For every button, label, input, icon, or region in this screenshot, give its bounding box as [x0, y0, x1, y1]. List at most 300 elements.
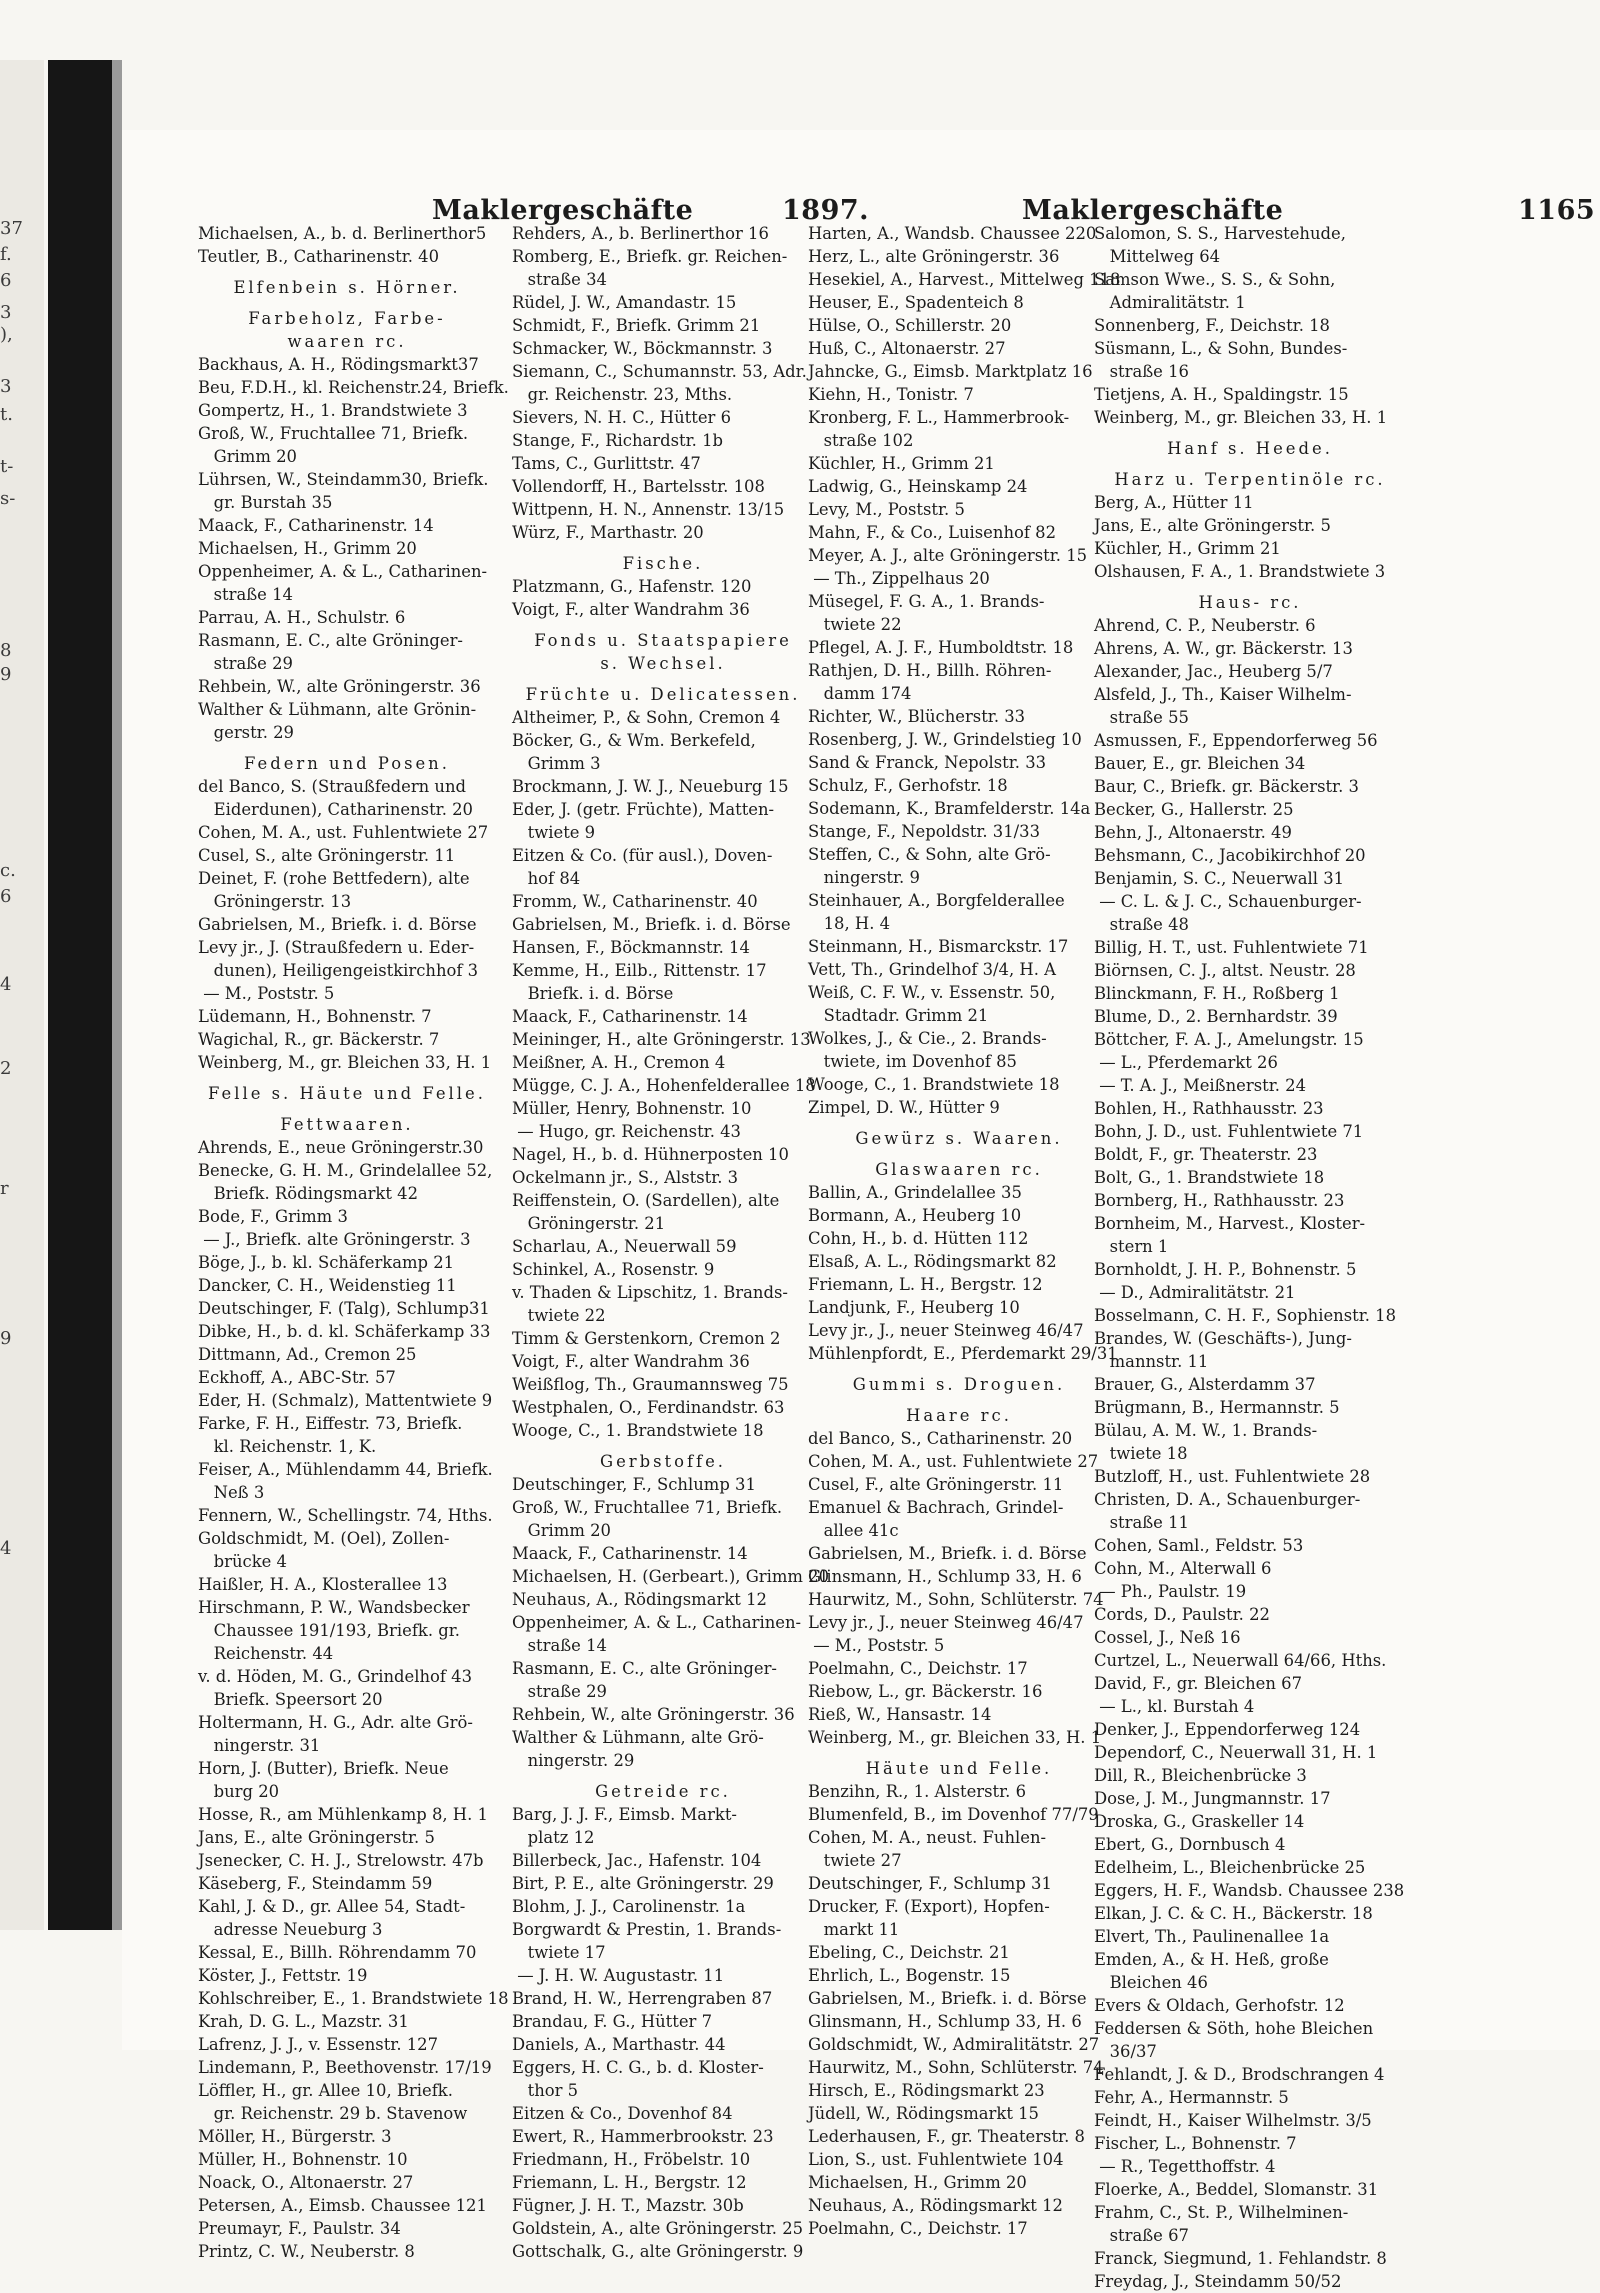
directory-entry: Frahm, C., St. P., Wilhelminen- — [1094, 2203, 1349, 2222]
directory-entry: Riebow, L., gr. Bäckerstr. 16 — [808, 1682, 1043, 1701]
header-left-title: Maklergeschäfte — [432, 195, 694, 226]
directory-entry: Siemann, C., Schumannstr. 53, Adr. — [512, 362, 807, 381]
directory-entry: Ehrlich, L., Bogenstr. 15 — [808, 1966, 1011, 1985]
directory-entry: Neuhaus, A., Rödingsmarkt 12 — [808, 2196, 1063, 2215]
directory-entry: Ewert, R., Hammerbrookstr. 23 — [512, 2127, 774, 2146]
directory-entry: Teutler, B., Catharinenstr. 40 — [198, 247, 439, 266]
directory-entry: Rüdel, J. W., Amandastr. 15 — [512, 293, 737, 312]
directory-entry: twiete 22 — [512, 1306, 606, 1325]
directory-entry: Richter, W., Blücherstr. 33 — [808, 707, 1026, 726]
directory-entry: twiete 22 — [808, 615, 902, 634]
directory-entry: Schmidt, F., Briefk. Grimm 21 — [512, 316, 761, 335]
directory-entry: straße 16 — [1094, 362, 1189, 381]
directory-entry: Steinhauer, A., Borgfelderallee — [808, 891, 1065, 910]
directory-entry: Bornberg, H., Rathhausstr. 23 — [1094, 1191, 1345, 1210]
directory-entry: Reiffenstein, O. (Sardellen), alte — [512, 1191, 780, 1210]
previous-page-fragment: t- — [0, 456, 14, 477]
directory-entry: straße 29 — [512, 1682, 607, 1701]
directory-entry: Deutschinger, F. (Talg), Schlump31 — [198, 1299, 490, 1318]
directory-entry: Cords, D., Paulstr. 22 — [1094, 1605, 1270, 1624]
directory-entry: Mühlenpfordt, E., Pferdemarkt 29/31 — [808, 1344, 1118, 1363]
section-heading: Gewürz s. Waaren. — [855, 1129, 1063, 1148]
directory-entry: Levy jr., J., neuer Steinweg 46/47 — [808, 1613, 1084, 1632]
directory-entry: Haurwitz, M., Sohn, Schlüterstr. 74 — [808, 2058, 1104, 2077]
directory-entry: Fennern, W., Schellingstr. 74, Hths. — [198, 1506, 493, 1525]
section-heading: Hanf s. Heede. — [1167, 439, 1333, 458]
directory-entry: Romberg, E., Briefk. gr. Reichen- — [512, 247, 788, 266]
header-year: 1897. — [782, 195, 870, 226]
directory-entry: Ebert, G., Dornbusch 4 — [1094, 1835, 1286, 1854]
directory-entry: Elvert, Th., Paulinenallee 1a — [1094, 1927, 1330, 1946]
directory-entry: Schinkel, A., Rosenstr. 9 — [512, 1260, 715, 1279]
directory-entry: Hosse, R., am Mühlenkamp 8, H. 1 — [198, 1805, 488, 1824]
binding-edge — [112, 60, 122, 1930]
directory-entry: Benjamin, S. C., Neuerwall 31 — [1094, 869, 1345, 888]
directory-entry: Ahrends, E., neue Gröningerstr.30 — [198, 1138, 484, 1157]
directory-entry: Bormann, A., Heuberg 10 — [808, 1206, 1022, 1225]
column-spacer — [198, 744, 496, 752]
directory-entry: Müller, H., Bohnenstr. 10 — [198, 2150, 408, 2169]
directory-entry: Sievers, N. H. C., Hütter 6 — [512, 408, 732, 427]
directory-entry: Möller, H., Bürgerstr. 3 — [198, 2127, 392, 2146]
directory-entry: Mahn, F., & Co., Luisenhof 82 — [808, 523, 1056, 542]
directory-entry: Lion, S., ust. Fuhlentwiete 104 — [808, 2150, 1064, 2169]
directory-entry: Meißner, A. H., Cremon 4 — [512, 1053, 726, 1072]
directory-entry: markt 11 — [808, 1920, 900, 1939]
directory-entry: Bohn, J. D., ust. Fuhlentwiete 71 — [1094, 1122, 1364, 1141]
directory-entry: Feiser, A., Mühlendamm 44, Briefk. — [198, 1460, 493, 1479]
directory-entry: straße 67 — [1094, 2226, 1189, 2245]
previous-page-fragment: 8 — [0, 640, 12, 661]
directory-entry: Huß, C., Altonaerstr. 27 — [808, 339, 1006, 358]
directory-entry: thor 5 — [512, 2081, 579, 2100]
directory-entry: Levy jr., J. (Straußfedern u. Eder- — [198, 938, 475, 957]
previous-page-fragment: 6 — [0, 270, 12, 291]
directory-entry: Kronberg, F. L., Hammerbrook- — [808, 408, 1070, 427]
directory-entry: Dependorf, C., Neuerwall 31, H. 1 — [1094, 1743, 1378, 1762]
previous-page-fragment: 9 — [0, 1328, 12, 1349]
section-heading: Fonds u. Staatspapiere — [534, 631, 792, 650]
directory-entry: Eder, J. (getr. Früchte), Matten- — [512, 800, 775, 819]
directory-entry: Benecke, G. H. M., Grindelallee 52, — [198, 1161, 493, 1180]
directory-entry: Cossel, J., Neß 16 — [1094, 1628, 1241, 1647]
directory-entry: Brockmann, J. W. J., Neueburg 15 — [512, 777, 789, 796]
directory-entry: Gröningerstr. 21 — [512, 1214, 666, 1233]
directory-entry: Edelheim, L., Bleichenbrücke 25 — [1094, 1858, 1366, 1877]
directory-entry: 36/37 — [1094, 2042, 1157, 2061]
directory-column-4 — [1094, 222, 1406, 2291]
directory-entry: Hülse, O., Schillerstr. 20 — [808, 316, 1012, 335]
directory-entry: — D., Admiralitätstr. 21 — [1094, 1283, 1296, 1302]
directory-entry: Eitzen & Co. (für ausl.), Doven- — [512, 846, 773, 865]
directory-entry: — M., Poststr. 5 — [808, 1636, 945, 1655]
directory-entry: brücke 4 — [198, 1552, 287, 1571]
directory-entry: Hirsch, E., Rödingsmarkt 23 — [808, 2081, 1045, 2100]
directory-entry: Fischer, L., Bohnenstr. 7 — [1094, 2134, 1297, 2153]
directory-entry: Ahrend, C. P., Neuberstr. 6 — [1094, 616, 1316, 635]
directory-entry: gerstr. 29 — [198, 723, 294, 742]
directory-entry: del Banco, S., Catharinenstr. 20 — [808, 1429, 1073, 1448]
directory-entry: Rieß, W., Hansastr. 14 — [808, 1705, 992, 1724]
directory-entry: Eggers, H. C. G., b. d. Kloster- — [512, 2058, 764, 2077]
section-heading: Glaswaaren rc. — [875, 1160, 1043, 1179]
directory-entry: — Th., Zippelhaus 20 — [808, 569, 990, 588]
directory-entry: Löffler, H., gr. Allee 10, Briefk. — [198, 2081, 453, 2100]
directory-entry: Fügner, J. H. T., Mazstr. 30b — [512, 2196, 744, 2215]
section-heading: Farbeholz, Farbe- — [248, 309, 446, 328]
directory-entry: Rehbein, W., alte Gröningerstr. 36 — [512, 1705, 795, 1724]
directory-entry: Schulz, F., Gerhofstr. 18 — [808, 776, 1008, 795]
directory-entry: Sonnenberg, F., Deichstr. 18 — [1094, 316, 1330, 335]
directory-entry: Fromm, W., Catharinenstr. 40 — [512, 892, 758, 911]
directory-entry: Holtermann, H. G., Adr. alte Grö- — [198, 1713, 473, 1732]
directory-entry: Köster, J., Fettstr. 19 — [198, 1966, 368, 1985]
directory-entry: v. Thaden & Lipschitz, 1. Brands- — [512, 1283, 788, 1302]
directory-entry: Maack, F., Catharinenstr. 14 — [198, 516, 434, 535]
directory-entry: Dose, J. M., Jungmannstr. 17 — [1094, 1789, 1331, 1808]
directory-entry: Würz, F., Marthastr. 20 — [512, 523, 704, 542]
directory-entry: Böge, J., b. kl. Schäferkamp 21 — [198, 1253, 455, 1272]
directory-entry: Maack, F., Catharinenstr. 14 — [512, 1544, 748, 1563]
directory-entry: Drucker, F. (Export), Hopfen- — [808, 1897, 1050, 1916]
section-heading: Fische. — [622, 554, 704, 573]
directory-entry: Preumayr, F., Paulstr. 34 — [198, 2219, 401, 2238]
column-spacer — [808, 1119, 1110, 1127]
directory-entry: Meyer, A. J., alte Gröningerstr. 15 — [808, 546, 1088, 565]
directory-entry: twiete 9 — [512, 823, 596, 842]
directory-entry: Brandes, W. (Geschäfts-), Jung- — [1094, 1329, 1352, 1348]
column-spacer — [808, 1150, 1110, 1158]
directory-entry: straße 29 — [198, 654, 293, 673]
directory-entry: Deinet, F. (rohe Bettfedern), alte — [198, 869, 470, 888]
directory-entry: Sodemann, K., Bramfelderstr. 14a — [808, 799, 1091, 818]
directory-entry: twiete 27 — [808, 1851, 902, 1870]
directory-entry: Bleichen 46 — [1094, 1973, 1208, 1992]
directory-entry: Altheimer, P., & Sohn, Cremon 4 — [512, 708, 781, 727]
directory-entry: Süsmann, L., & Sohn, Bundes- — [1094, 339, 1348, 358]
directory-entry: Bode, F., Grimm 3 — [198, 1207, 348, 1226]
directory-entry: Borgwardt & Prestin, 1. Brands- — [512, 1920, 782, 1939]
directory-entry: Westphalen, O., Ferdinandstr. 63 — [512, 1398, 785, 1417]
directory-entry: Küchler, H., Grimm 21 — [1094, 539, 1281, 558]
directory-entry: Tietjens, A. H., Spaldingstr. 15 — [1094, 385, 1349, 404]
column-spacer — [808, 1396, 1110, 1404]
directory-entry: Stadtadr. Grimm 21 — [808, 1006, 989, 1025]
directory-entry: Schmacker, W., Böckmannstr. 3 — [512, 339, 773, 358]
directory-entry: Lafrenz, J. J., v. Essenstr. 127 — [198, 2035, 439, 2054]
section-heading: Felle s. Häute und Felle. — [208, 1084, 486, 1103]
section-heading: Gerbstoffe. — [599, 1452, 727, 1471]
directory-entry: Berg, A., Hütter 11 — [1094, 493, 1254, 512]
directory-entry: Pflegel, A. J. F., Humboldtstr. 18 — [808, 638, 1074, 657]
directory-entry: Noack, O., Altonaerstr. 27 — [198, 2173, 414, 2192]
directory-entry: — L., Pferdemarkt 26 — [1094, 1053, 1278, 1072]
directory-entry: del Banco, S. (Straußfedern und — [198, 777, 467, 796]
column-spacer — [512, 621, 814, 629]
directory-entry: Wolkes, J., & Cie., 2. Brands- — [808, 1029, 1047, 1048]
directory-entry: Gabrielsen, M., Briefk. i. d. Börse — [808, 1989, 1087, 2008]
directory-entry: Jüdell, W., Rödingsmarkt 15 — [808, 2104, 1039, 2123]
directory-entry: Harten, A., Wandsb. Chaussee 220 — [808, 224, 1097, 243]
section-heading: Getreide rc. — [595, 1782, 731, 1801]
directory-column-3 — [808, 222, 1121, 2238]
directory-entry: Krah, D. G. L., Mazstr. 31 — [198, 2012, 409, 2031]
directory-entry: Evers & Oldach, Gerhofstr. 12 — [1094, 1996, 1345, 2015]
directory-entry: Groß, W., Fruchtallee 71, Briefk. — [512, 1498, 783, 1517]
previous-page-fragment: 37 — [0, 218, 23, 239]
directory-entry: mannstr. 11 — [1094, 1352, 1209, 1371]
directory-entry: straße 102 — [808, 431, 914, 450]
directory-entry: burg 20 — [198, 1782, 280, 1801]
directory-entry: stern 1 — [1094, 1237, 1169, 1256]
section-heading: Gummi s. Droguen. — [852, 1375, 1066, 1394]
previous-page-fragment: c. — [0, 860, 16, 881]
directory-entry: Gompertz, H., 1. Brandstwiete 3 — [198, 401, 468, 420]
directory-entry: Grimm 20 — [198, 447, 297, 466]
directory-entry: twiete 18 — [1094, 1444, 1188, 1463]
directory-entry: Böcker, G., & Wm. Berkefeld, — [512, 731, 756, 750]
directory-entry: Gabrielsen, M., Briefk. i. d. Börse — [512, 915, 791, 934]
directory-entry: Weiß, C. F. W., v. Essenstr. 50, — [808, 983, 1056, 1002]
directory-entry: Bauer, E., gr. Bleichen 34 — [1094, 754, 1306, 773]
directory-entry: David, F., gr. Bleichen 67 — [1094, 1674, 1303, 1693]
directory-entry: hof 84 — [512, 869, 581, 888]
previous-page-fragment: t. — [0, 404, 13, 425]
directory-entry: Eggers, H. F., Wandsb. Chaussee 238 — [1094, 1881, 1405, 1900]
directory-entry: Neß 3 — [198, 1483, 265, 1502]
directory-entry: Meininger, H., alte Gröningerstr. 13 — [512, 1030, 811, 1049]
directory-entry: Benzihn, R., 1. Alsterstr. 6 — [808, 1782, 1027, 1801]
directory-entry: Floerke, A., Beddel, Slomanstr. 31 — [1094, 2180, 1379, 2199]
directory-entry: Steffen, C., & Sohn, alte Grö- — [808, 845, 1051, 864]
directory-entry: Michaelsen, A., b. d. Berlinerthor5 — [198, 224, 487, 243]
directory-entry: Eder, H. (Schmalz), Mattentwiete 9 — [198, 1391, 493, 1410]
previous-page-fragment: 9 — [0, 664, 12, 685]
directory-entry: Ahrens, A. W., gr. Bäckerstr. 13 — [1094, 639, 1353, 658]
header-right-title: Maklergeschäfte — [1022, 195, 1284, 226]
directory-entry: straße 14 — [198, 585, 293, 604]
directory-entry: Billerbeck, Jac., Hafenstr. 104 — [512, 1851, 762, 1870]
directory-entry: Behsmann, C., Jacobikirchhof 20 — [1094, 846, 1366, 865]
directory-entry: Groß, W., Fruchtallee 71, Briefk. — [198, 424, 469, 443]
directory-entry: Steinmann, H., Bismarckstr. 17 — [808, 937, 1069, 956]
section-heading: waaren rc. — [287, 332, 407, 351]
directory-entry: Oppenheimer, A. & L., Catharinen- — [198, 562, 488, 581]
directory-entry: Lührsen, W., Steindamm30, Briefk. — [198, 470, 489, 489]
directory-entry: Poelmahn, C., Deichstr. 17 — [808, 1659, 1028, 1678]
directory-entry: Eitzen & Co., Dovenhof 84 — [512, 2104, 733, 2123]
previous-page-fragment: 4 — [0, 1538, 12, 1559]
directory-entry: Gottschalk, G., alte Gröningerstr. 9 — [512, 2242, 804, 2261]
directory-entry: Parrau, A. H., Schulstr. 6 — [198, 608, 406, 627]
previous-page-edge — [0, 60, 44, 1930]
directory-entry: Dill, R., Bleichenbrücke 3 — [1094, 1766, 1307, 1785]
directory-entry: Alexander, Jac., Heuberg 5/7 — [1094, 662, 1333, 681]
previous-page-fragment: 3 — [0, 376, 12, 397]
directory-entry: Zimpel, D. W., Hütter 9 — [808, 1098, 1000, 1117]
book-binding-gutter — [48, 60, 116, 1930]
directory-entry: Olshausen, F. A., 1. Brandstwiete 3 — [1094, 562, 1386, 581]
directory-entry: Kessal, E., Billh. Röhrendamm 70 — [198, 1943, 477, 1962]
directory-entry: — T. A. J., Meißnerstr. 24 — [1094, 1076, 1307, 1095]
directory-entry: Deutschinger, F., Schlump 31 — [808, 1874, 1052, 1893]
directory-entry: Freydag, J., Steindamm 50/52 — [1094, 2272, 1342, 2291]
directory-entry: Rasmann, E. C., alte Gröninger- — [512, 1659, 777, 1678]
directory-entry: — Hugo, gr. Reichenstr. 43 — [512, 1122, 741, 1141]
directory-entry: Rehders, A., b. Berlinerthor 16 — [512, 224, 769, 243]
directory-entry: Neuhaus, A., Rödingsmarkt 12 — [512, 1590, 767, 1609]
directory-entry: Feddersen & Söth, hohe Bleichen — [1094, 2019, 1374, 2038]
directory-entry: Cohen, M. A., neust. Fuhlen- — [808, 1828, 1047, 1847]
directory-entry: Weinberg, M., gr. Bleichen 33, H. 1 — [808, 1728, 1102, 1747]
section-heading: Fettwaaren. — [280, 1115, 414, 1134]
column-spacer — [198, 299, 496, 307]
directory-entry: Birt, P. E., alte Gröningerstr. 29 — [512, 1874, 774, 1893]
column-spacer — [512, 544, 814, 552]
directory-entry: Mittelweg 64 — [1094, 247, 1221, 266]
directory-entry: — Ph., Paulstr. 19 — [1094, 1582, 1247, 1601]
directory-entry: straße 14 — [512, 1636, 607, 1655]
directory-entry: Ballin, A., Grindelallee 35 — [808, 1183, 1022, 1202]
directory-entry: Baur, C., Briefk. gr. Bäckerstr. 3 — [1094, 777, 1359, 796]
directory-entry: Sand & Franck, Nepolstr. 33 — [808, 753, 1047, 772]
directory-column-1 — [198, 222, 509, 2261]
directory-entry: Becker, G., Hallerstr. 25 — [1094, 800, 1294, 819]
directory-entry: Wooge, C., 1. Brandstwiete 18 — [808, 1075, 1060, 1094]
directory-entry: Wittpenn, H. N., Annenstr. 13/15 — [512, 500, 785, 519]
directory-entry: ningerstr. 9 — [808, 868, 920, 887]
directory-entry: Kohlschreiber, E., 1. Brandstwiete 18 — [198, 1989, 509, 2008]
directory-entry: straße 48 — [1094, 915, 1189, 934]
directory-entry: Brauer, G., Alsterdamm 37 — [1094, 1375, 1316, 1394]
directory-entry: Platzmann, G., Hafenstr. 120 — [512, 577, 752, 596]
directory-entry: Fehr, A., Hermannstr. 5 — [1094, 2088, 1289, 2107]
directory-entry: Kiehn, H., Tonistr. 7 — [808, 385, 974, 404]
directory-entry: Bosselmann, C. H. F., Sophienstr. 18 — [1094, 1306, 1397, 1325]
directory-entry: — R., Tegetthoffstr. 4 — [1094, 2157, 1276, 2176]
column-spacer — [1094, 460, 1406, 468]
directory-entry: Weinberg, M., gr. Bleichen 33, H. 1 — [198, 1053, 492, 1072]
directory-entry: Beu, F.D.H., kl. Reichenstr.24, Briefk. — [198, 378, 509, 397]
directory-entry: kl. Reichenstr. 1, K. — [198, 1437, 377, 1456]
directory-entry: — J. H. W. Augustastr. 11 — [512, 1966, 725, 1985]
directory-entry: Butzloff, H., ust. Fuhlentwiete 28 — [1094, 1467, 1371, 1486]
directory-entry: Haißler, H. A., Klosterallee 13 — [198, 1575, 448, 1594]
directory-entry: gr. Reichenstr. 23, Mths. — [512, 385, 733, 404]
directory-entry: Ockelmann jr., S., Alststr. 3 — [512, 1168, 739, 1187]
directory-entry: Hirschmann, P. W., Wandsbecker — [198, 1598, 470, 1617]
directory-entry: Goldstein, A., alte Gröningerstr. 25 — [512, 2219, 804, 2238]
directory-entry: Herz, L., alte Gröningerstr. 36 — [808, 247, 1060, 266]
directory-entry: Jahncke, G., Eimsb. Marktplatz 16 — [808, 362, 1093, 381]
directory-entry: Blume, D., 2. Bernhardstr. 39 — [1094, 1007, 1338, 1026]
directory-entry: Rathjen, D. H., Billh. Röhren- — [808, 661, 1052, 680]
directory-entry: Oppenheimer, A. & L., Catharinen- — [512, 1613, 802, 1632]
directory-entry: Wooge, C., 1. Brandstwiete 18 — [512, 1421, 764, 1440]
directory-entry: Hansen, F., Böckmannstr. 14 — [512, 938, 750, 957]
previous-page-fragment: s- — [0, 488, 16, 509]
directory-entry: straße 34 — [512, 270, 607, 289]
directory-entry: Cusel, S., alte Gröningerstr. 11 — [198, 846, 456, 865]
directory-entry: Ladwig, G., Heinskamp 24 — [808, 477, 1028, 496]
directory-entry: Nagel, H., b. d. Hühnerposten 10 — [512, 1145, 789, 1164]
directory-entry: ningerstr. 31 — [198, 1736, 321, 1755]
previous-page-fragment: 4 — [0, 974, 12, 995]
directory-entry: straße 55 — [1094, 708, 1189, 727]
directory-entry: Elkan, J. C. & C. H., Bäckerstr. 18 — [1094, 1904, 1373, 1923]
directory-entry: — J., Briefk. alte Gröningerstr. 3 — [198, 1230, 471, 1249]
previous-page-fragment: 3 — [0, 302, 12, 323]
directory-entry: Voigt, F., alter Wandrahm 36 — [512, 1352, 750, 1371]
directory-entry: Landjunk, F., Heuberg 10 — [808, 1298, 1020, 1317]
directory-entry: Timm & Gerstenkorn, Cremon 2 — [512, 1329, 781, 1348]
directory-entry: Michaelsen, H., Grimm 20 — [808, 2173, 1027, 2192]
directory-entry: Stange, F., Richardstr. 1b — [512, 431, 723, 450]
directory-entry: Brandau, F. G., Hütter 7 — [512, 2012, 713, 2031]
directory-entry: Rosenberg, J. W., Grindelstieg 10 — [808, 730, 1082, 749]
directory-entry: Wagichal, R., gr. Bäckerstr. 7 — [198, 1030, 440, 1049]
directory-entry: Christen, D. A., Schauenburger- — [1094, 1490, 1361, 1509]
directory-entry: Cohen, M. A., ust. Fuhlentwiete 27 — [198, 823, 489, 842]
directory-entry: Käseberg, F., Steindamm 59 — [198, 1874, 433, 1893]
directory-entry: Bornheim, M., Harvest., Kloster- — [1094, 1214, 1366, 1233]
directory-entry: Müller, Henry, Bohnenstr. 10 — [512, 1099, 752, 1118]
directory-column-2 — [512, 222, 830, 2261]
directory-entry: Gröningerstr. 13 — [198, 892, 352, 911]
directory-entry: — L., kl. Burstah 4 — [1094, 1697, 1255, 1716]
directory-entry: Barg, J. J. F., Eimsb. Markt- — [512, 1805, 737, 1824]
directory-entry: Lüdemann, H., Bohnenstr. 7 — [198, 1007, 432, 1026]
directory-entry: twiete 17 — [512, 1943, 606, 1962]
previous-page-fragment: 2 — [0, 1058, 12, 1079]
directory-entry: Friemann, L. H., Bergstr. 12 — [512, 2173, 747, 2192]
section-heading: Haus- rc. — [1198, 593, 1302, 612]
directory-entry: Rasmann, E. C., alte Gröninger- — [198, 631, 463, 650]
directory-entry: Bolt, G., 1. Brandstwiete 18 — [1094, 1168, 1325, 1187]
directory-entry: Boldt, F., gr. Theaterstr. 23 — [1094, 1145, 1318, 1164]
directory-entry: Haurwitz, M., Sohn, Schlüterstr. 74 — [808, 1590, 1104, 1609]
directory-entry: — C. L. & J. C., Schauenburger- — [1094, 892, 1362, 911]
directory-entry: Samson Wwe., S. S., & Sohn, — [1094, 270, 1336, 289]
directory-entry: Levy jr., J., neuer Steinweg 46/47 — [808, 1321, 1084, 1340]
directory-entry: Glinsmann, H., Schlump 33, H. 6 — [808, 1567, 1082, 1586]
page-number: 1165 — [1518, 195, 1596, 226]
column-spacer — [1094, 429, 1406, 437]
directory-entry: Goldschmidt, W., Admiralitätstr. 27 — [808, 2035, 1100, 2054]
directory-entry: Curtzel, L., Neuerwall 64/66, Hths. — [1094, 1651, 1387, 1670]
directory-entry: Gabrielsen, M., Briefk. i. d. Börse — [808, 1544, 1087, 1563]
directory-entry: platz 12 — [512, 1828, 595, 1847]
directory-entry: Feindt, H., Kaiser Wilhelmstr. 3/5 — [1094, 2111, 1372, 2130]
directory-entry: Briefk. Rödingsmarkt 42 — [198, 1184, 419, 1203]
directory-entry: adresse Neueburg 3 — [198, 1920, 383, 1939]
directory-entry: Vollendorff, H., Bartelsstr. 108 — [512, 477, 765, 496]
directory-entry: Goldschmidt, M. (Oel), Zollen- — [198, 1529, 450, 1548]
directory-entry: ningerstr. 29 — [512, 1751, 635, 1770]
section-heading: s. Wechsel. — [600, 654, 726, 673]
directory-entry: Küchler, H., Grimm 21 — [808, 454, 995, 473]
directory-entry: Salomon, S. S., Harvestehude, — [1094, 224, 1346, 243]
directory-entry: Blohm, J. J., Carolinenstr. 1a — [512, 1897, 746, 1916]
column-spacer — [198, 1074, 496, 1082]
column-spacer — [198, 268, 496, 276]
column-spacer — [512, 1772, 814, 1780]
directory-entry: Poelmahn, C., Deichstr. 17 — [808, 2219, 1028, 2238]
directory-entry: Kemme, H., Eilb., Rittenstr. 17 — [512, 961, 767, 980]
directory-entry: Michaelsen, H. (Gerbeart.), Grimm 20 — [512, 1567, 830, 1586]
directory-entry: gr. Reichenstr. 29 b. Stavenow — [198, 2104, 468, 2123]
directory-entry: Admiralitätstr. 1 — [1094, 293, 1246, 312]
